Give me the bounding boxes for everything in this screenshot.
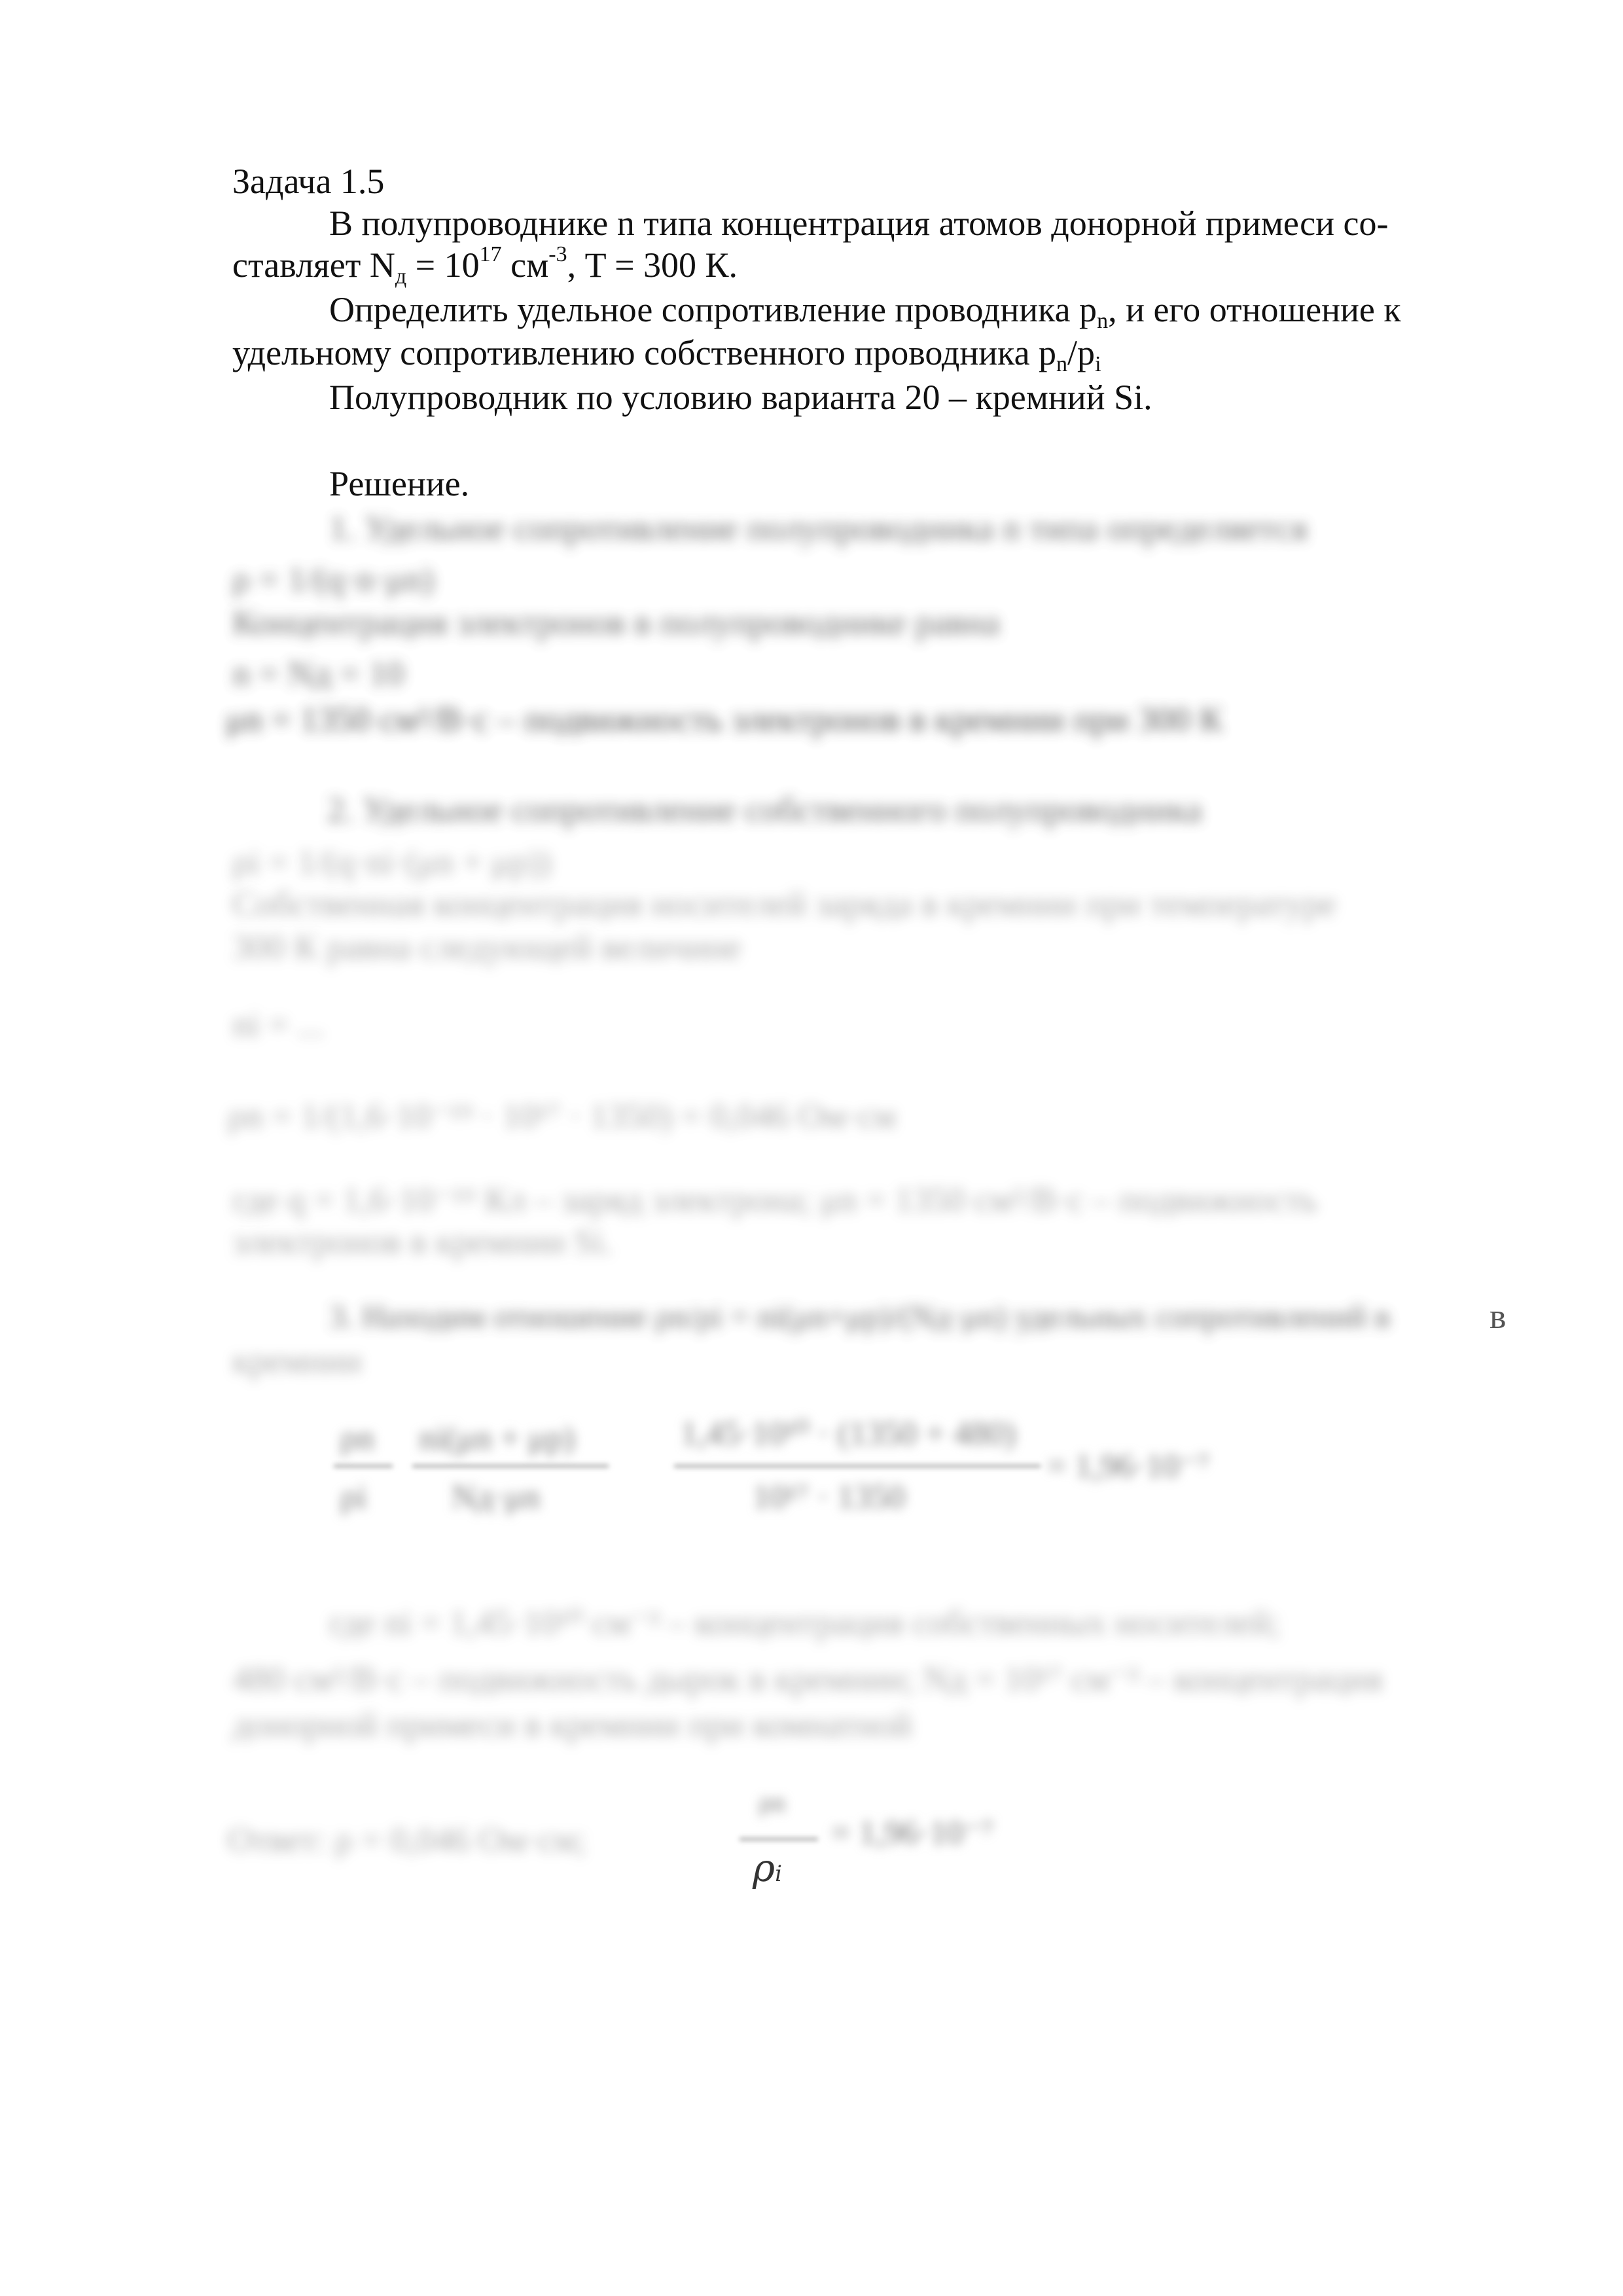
task-line-3-b: , и его отношение к — [1108, 290, 1401, 329]
solution-heading: Решение. — [329, 464, 470, 503]
task-line-4-a: удельному сопротивлению собственного проводника p — [232, 333, 1057, 372]
blurred-p2-line-5: ni = ... — [232, 1005, 324, 1044]
blurred-p2-line-1: 2. Удельное сопротивление собственного полупроводника — [327, 790, 1202, 829]
task-line-4-b: /p — [1067, 333, 1096, 372]
blurred-p3-line-1-end: в — [1489, 1297, 1507, 1336]
blurred-p1-line-3: Концентрация электронов в полупроводнике равна — [232, 603, 1000, 642]
formula-1-num-right: 1,45·10¹⁰ · (1350 + 480) — [681, 1415, 1016, 1452]
task-line-3-a: Определить удельное сопротивление проводника p — [329, 290, 1097, 329]
task-line-4-sub2: i — [1095, 352, 1101, 376]
blurred-p2-line-8: электронов в кремнии Si. — [232, 1222, 613, 1261]
task-line-4-sub: n — [1056, 352, 1068, 376]
task-line-2-c: см — [501, 245, 549, 285]
task-line-2-b: = 10 — [406, 245, 480, 285]
blurred-p2-line-4: 300 К равна следующей величине — [232, 927, 741, 967]
task-line-2-sub: д — [395, 264, 407, 289]
formula-1-den-left: ρi — [340, 1479, 367, 1516]
blurred-p4-line-3: донорной примеси в кремнии при комнатной — [232, 1705, 912, 1744]
task-line-3-sub: n — [1097, 309, 1109, 333]
blurred-p1-line-5: μn = 1350 см²/В·с – подвижность электронов в кремнии при 300 К — [226, 700, 1223, 739]
blurred-p3-line-2: кремнии — [232, 1341, 363, 1380]
blurred-p2-line-6: ρn = 1/(1,6·10⁻¹⁹ · 10¹⁷ · 1350) = 0,046 Ом·см — [228, 1096, 897, 1136]
formula-1-den-mid: Nд·μn — [452, 1479, 541, 1516]
blurred-p4-line-2: 480 см²/В·с – подвижность дырок в кремнии; Nд = 10¹⁷ см⁻³ – концентрация — [232, 1659, 1383, 1698]
task-line-3 — [329, 288, 1401, 331]
formula-1-den-right: 10¹⁷ · 1350 — [753, 1479, 906, 1516]
task-line-2-sup: 17 — [479, 242, 502, 266]
blurred-p1-line-2: ρ = 1/(q·n·μn) — [232, 560, 435, 599]
formula-1-result: = 1,96·10⁻⁷ — [1047, 1448, 1210, 1485]
answer-line: Ответ: ρ = 0,046 Ом·см; — [228, 1820, 586, 1859]
task-line-2-sup2: -3 — [548, 242, 567, 266]
blurred-p3-line-1: 3. Находим отношение ρn/ρi = ni(μn+μp)/(Nд·μn) удельных сопротивлений в — [329, 1298, 1391, 1335]
blurred-p1-line-1: 1. Удельное сопротивление полупроводника n типа определяется — [329, 509, 1308, 548]
answer-denominator-rho-i: ρi — [753, 1846, 782, 1890]
task-line-1: В полупроводнике n типа концентрация атомов донорной примеси со- — [329, 204, 1389, 243]
blurred-p4-line-1: где ni = 1,45·10¹⁰ см⁻³ – концентрация собственных носителей; — [329, 1603, 1281, 1642]
formula-1-num-mid: ni(μn + μp) — [419, 1420, 575, 1457]
answer-fraction-num: ρn — [759, 1787, 785, 1817]
blurred-p2-line-3: Собственная концентрация носителей заряда в кремнии при температуре — [232, 884, 1336, 924]
formula-1-bar-3 — [674, 1465, 1041, 1467]
blurred-p2-line-7: где q = 1,6·10⁻¹⁹ Кл – заряд электрона; μn = 1350 см²/В·с – подвижность — [232, 1180, 1317, 1219]
task-line-2-d: , T = 300 К. — [567, 245, 738, 285]
blurred-p1-line-4: n = Nд = 10 — [232, 654, 404, 693]
formula-1-bar-1 — [334, 1465, 393, 1467]
task-line-2 — [232, 243, 738, 287]
task-line-2-a: ставляет N — [232, 245, 395, 285]
formula-1-bar-2 — [412, 1465, 609, 1467]
task-line-4 — [232, 331, 1101, 374]
task-line-5: Полупроводник по условию варианта 20 – кремний Si. — [329, 378, 1152, 417]
blurred-p2-line-2: ρi = 1/(q·ni·(μn + μp)) — [232, 842, 552, 882]
answer-result: = 1,96·10⁻⁷ — [831, 1814, 994, 1852]
formula-1-num-left: ρn — [340, 1420, 374, 1457]
answer-fraction-bar — [740, 1838, 818, 1840]
task-heading: Задача 1.5 — [232, 162, 385, 201]
